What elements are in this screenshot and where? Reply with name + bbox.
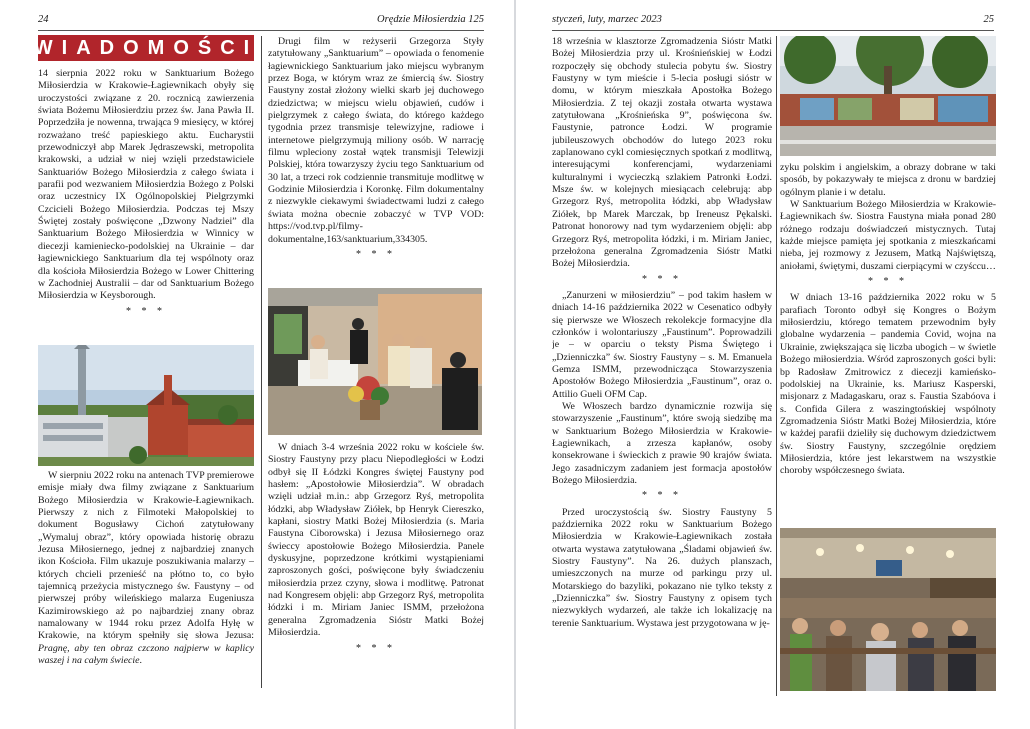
- section-divider: * * *: [642, 273, 682, 285]
- left-col2-top: [268, 36, 484, 286]
- header-rule-right: [552, 30, 994, 31]
- article-paragraph: 14 sierpnia 2022 roku w Sanktuarium Bożego Miłosierdzia w Krakowie-Łagiewnikach obyły się uroczystości związane z 20. rocznicą zawierzenia świata Bożemu Miłosierdziu przez św. Jana Pawła II. Poprzedziła je nowenna, trwająca 9 miesięcy, w której rozważano treść papieskiego aktu. Eucharystii przewodniczył abp Marek Jędraszewski, metropolita krakowski, a udział w niej wzięli przedstawiciele Sanktuariów Bożego Miłosierdzia z całego świata i parafii pod wezwaniem Miłosierdzia Bożego z Polski oraz uczestnicy IX Ogólnopolskiej Pielgrzymki Czcicieli Bożego Miłosierdzia. Podczas tej Mszy Świętej zostały poświęcone „Dzwony Nadziei” dla Sanktuarium Bożego Miłosierdzia w Winnicy w diecezji kamieniecko-podolskiej na Ukrainie – dar łagiewnickiego Sanktuarium dla tej wspólnoty oraz dla kościoła Miłosierdzia Bożego w Lower Chittering w Zachodniej Australii – dar od Sanktuarium Bożego Miłosierdzia w Keysborough.: [38, 68, 254, 302]
- article-paragraph: Drugi film w reżyserii Grzegorza Styły zatytułowany „Sanktuarium” – opowiada o fenomenie łagiewnickiego Sanktuarium jako miejscu wybranym przez Boga, w którym wraz ze śmiercią św. Siostry Faustyny został złożony wielki skarb jej duchowego dziedzictwa; w miejscu wielu objawień, cudów i pielgrzymek z całego świata, do którego każdego tygodnia przez transmisje telewizyjne, radiowe i internetowe pielgrzymują miliony osób. W narrację filmu wpleciony został wątek transmisji Telewizji Polskiej, która towarzyszy życiu tego Sanktuarium od 30 lat, a trzeci rok codziennie transmituje modlitwę w Godzinie Miłosierdzia i Koronkę. Film dokumentalny z niezwykle ciekawymi świadectwami ludzi z całego świata można obecnie zobaczyć w TVP VOD: https://vod.tvp.pl/filmy-dokumentalne,163/sanktuarium,334305.: [268, 36, 484, 245]
- running-header-left: Orędzie Miłosierdzia 125: [377, 14, 484, 25]
- running-header-right: styczeń, luty, marzec 2023: [552, 14, 662, 25]
- congress-altar-photo: [268, 288, 482, 435]
- left-page: [0, 0, 514, 729]
- left-col2-bottom: [268, 442, 484, 712]
- right-col1: [552, 36, 772, 706]
- section-divider: * * *: [356, 248, 396, 260]
- right-page: [516, 0, 1030, 729]
- left-col1-bottom: [38, 470, 254, 704]
- page-number-right: 25: [983, 14, 994, 25]
- column-separator: [776, 36, 777, 696]
- section-banner: [33, 35, 259, 61]
- section-divider: * * *: [868, 276, 908, 288]
- church-congregation-photo: [780, 528, 996, 691]
- article-paragraph: We Włoszech bardzo dynamicznie rozwija się stowarzyszenie „Faustinum”, które swoją siedzibę ma w Sanktuarium Bożego Miłosierdzia w Krakowie-Łagiewnikach, a zrzesza kapłanów, osoby konsekrowane i świeckich z prawie 90 krajów świata. Jego zasadniczym zadaniem jest formacja apostołów Bożego Miłosierdzia.: [552, 400, 772, 487]
- left-col1-top: [38, 68, 254, 344]
- section-divider: * * *: [642, 490, 682, 502]
- article-paragraph: Przed uroczystością św. Siostry Faustyny 5 października 2022 roku w Sanktuarium Bożego Miłosierdzia w Krakowie-Łagiewnikach została otwarta wystawa zatytułowana „Śladami objawień św. Siostry Faustyny”. Na 26. dużych planszach, umieszczonych na murze od parkingu przy ul. Motarskiego do bazyliki, pokazano nie tylko teksty z „Dzienniczka” św. Siostry Faustyny z opisem tych niezwykłych wydarzeń, ale także ich lokalizację na terenie Sanktuarium. Wystawa jest przygotowana w ję-: [552, 506, 772, 629]
- header-rule-left: [38, 30, 484, 31]
- article-paragraph: 18 września w klasztorze Zgromadzenia Sióstr Matki Bożej Miłosierdzia przy ul. Krośnieńskiej w Łodzi rozpoczęły się obchody stulecia pobytu św. Siostry Faustyny w tym mieście i 5-lecia posługi sióstr w domu, w którym mieszkała Apostołka Bożego Miłosierdzia. Z tej okazji została otwarta wystawa zatytułowana „Krośnieńska 9”, poświęcona św. Faustynie, patronce Łodzi. W programie jubileuszowych obchodów do lutego 2023 roku zaplanowano cykl comiesięcznych spotkań z modlitwą, interesującymi konferencjami, wydarzeniami kulturalnymi i wycieczką szlakiem Patronki Łodzi. Msze św. w kolejnych miesiącach celebrują: abp Grzegorz Ryś, metropolita łódzki, abp Władysław Ziółek, bp Marek Marczak, bp Ireneusz Pękalski. Patronat honorowy nad tym wydarzeniem objęli: abp Grzegorz Ryś, metropolita łódzki, i m. Miriam Janiec, przełożona generalna Zgromadzenia Sióstr Matki Bożej Miłosierdzia.: [552, 36, 772, 270]
- article-paragraph: W sierpniu 2022 roku na antenach TVP premierowe emisje miały dwa filmy związane z Sanktuarium Bożego Miłosierdzia w Krakowie-Łagiewnikach. Pierwszy z nich z Filmoteki Małopolskiej to dokument Bogusławy Cichoń zatytułowany „Wymaluj obraz”, który opowiada historię obrazu Jezusa Miłosiernego, jednej z najbardziej znanych ikon Kościoła. Film ukazuje poszukiwania malarzy – których chcieli przenieść na płótno to, co było tajemnicą przeżycia mistycznego św. Faustyny – od pierwszej próby wileńskiego malarza Eugeniusza Kazimirowskiego aż po najbardziej znany obraz namalowany w 1944 roku przez Adolfa Hyłę w Krakowie, na którym spełniły się słowa Jezusa: Pragnę, aby ten obraz czczono najpierw w kaplicy waszej i na całym świecie.: [38, 470, 254, 667]
- section-divider: * * *: [356, 642, 396, 654]
- exhibition-wall-photo: [780, 36, 996, 156]
- article-paragraph: W dniach 3-4 września 2022 roku w kościele św. Siostry Faustyny przy placu Niepodległości w Łodzi odbył się II Łódzki Kongres świętej Faustyny pod hasłem: „Apostołowie Miłosierdzia”. W obradach wzięli udział m.in.: abp Grzegorz Ryś, metropolita łódzki, abp Władysław Ziółek, bp Henryk Ciereszko, kapłani, siostry Matki Bożej Miłosierdzia (s. Maria Faustyna Ciborowska) i Jezusa Miłosiernego oraz świeccy apostołowie Bożego Miłosierdzia. Panele dyskusyjne, poprzedzone krótkimi wystąpieniami zaproszonych gości, poświęcone były świadczeniu miłosierdzia przez czyny, słowa i modlitwę. Patronat nad Kongresem objęli: abp Grzegorz Ryś, metropolita łódzki i m. Miriam Janiec ISMM, przełożona generalna Zgromadzenia Sióstr Matki Bożej Miłosierdzia.: [268, 442, 484, 639]
- article-paragraph: „Zanurzeni w miłosierdziu” – pod takim hasłem w dniach 14-16 października 2022 w Cesenatico odbyły się pierwsze we Włoszech rekolekcje formacyjne dla członków i wolontariuszy „Faustinum”. Poprowadzili je – w oparciu o teksty Pisma Świętego i „Dzienniczka” św. Siostry Faustyny – s. M. Emanuela Gemza ISMM, przewodnicząca Stowarzyszenia Apostołów Bożego Miłosierdzia „Faustinum”, oraz o. Attilio Gueli OFM Cap.: [552, 289, 772, 400]
- section-divider: * * *: [126, 305, 166, 317]
- right-col2-text: [780, 162, 996, 524]
- page-number-left: 24: [38, 14, 49, 25]
- section-banner-title: WIADOMOŚCI: [33, 36, 259, 59]
- column-separator: [261, 36, 262, 688]
- sanctuary-aerial-photo: [38, 345, 254, 466]
- article-paragraph: W dniach 13-16 października 2022 roku w 5 parafiach Toronto odbył się Kongres o Bożym miłosierdziu, którego tematem przewodnim były globalne wydarzenia – pandemia Covid, wojna na Ukrainie, zwiększająca się liczba ubogich – w świetle Bożego miłosierdzia. Wśród zaproszonych gości byli: bp Radosław Zmitrowicz z diecezji kamieńsko-podolskiej na Ukrainie, ks. Mariusz Kasperski, misjonarz z Madagaskaru, oraz s. Faustia Szabóova i s. Confida Gilera z waszingtońskiej wspólnoty Zgromadzenia Sióstr Matki Bożej Miłosierdzia, które w każdej parafii dzieliły się duchowym dziedzictwem św. Siostry Faustyny, szczególnie orędziem Miłosierdzia, które jest lekarstwem na wszystkie choroby współczesnego świata.: [780, 292, 996, 477]
- article-paragraph: W Sanktuarium Bożego Miłosierdzia w Krakowie-Łagiewnikach św. Siostra Faustyna miała ponad 280 różnego rodzaju doświadczeń mistycznych. Tutaj każde miejsce pamięta jej spotkania z mieszkańcami nieba, jej rozmowy z Jezusem, Matką Najświętszą, aniołami, świętymi, duszami cierpiącymi w czyśccu…: [780, 199, 996, 272]
- article-paragraph: zyku polskim i angielskim, a obrazy dobrane w taki sposób, by pokazywały te miejsca z dronu w bardziej ogólnym planie i w detalu.: [780, 162, 996, 198]
